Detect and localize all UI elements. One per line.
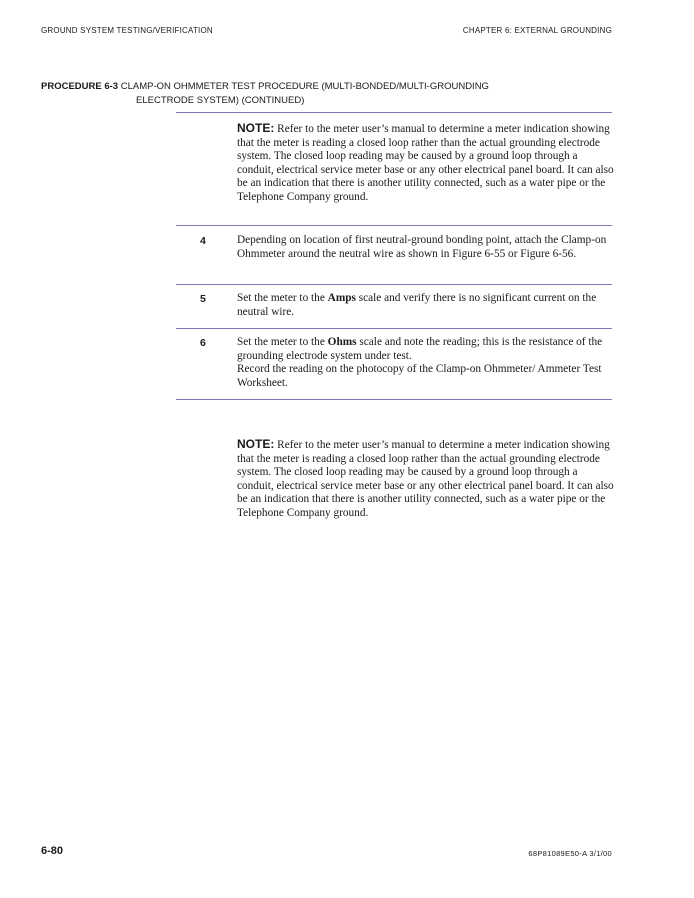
page-number: 6-80 bbox=[41, 845, 64, 857]
step-number-5: 5 bbox=[200, 293, 206, 305]
note-label: NOTE: bbox=[237, 121, 275, 135]
table-rule bbox=[176, 112, 612, 113]
step-5-scale: Amps bbox=[327, 292, 356, 304]
note-block-2 bbox=[237, 438, 615, 521]
step-number-4: 4 bbox=[200, 235, 206, 247]
procedure-title bbox=[41, 80, 601, 108]
step-number-6: 6 bbox=[200, 337, 206, 349]
step-5-text-pre: Set the meter to the bbox=[237, 292, 328, 304]
document-number: 68P81089E50-A 3/1/00 bbox=[528, 849, 612, 858]
procedure-title-line1: CLAMP-ON OHMMETER TEST PROCEDURE (MULTI-BONDED/MULTI-GROUNDING bbox=[120, 81, 489, 92]
running-header-left: GROUND SYSTEM TESTING/VERIFICATION bbox=[41, 26, 213, 35]
running-header-right: CHAPTER 6: EXTERNAL GROUNDING bbox=[462, 26, 612, 35]
note-text: Refer to the meter user’s manual to determine a meter indication showing that the meter is reading a closed loop rather than the actual grounding electrode system. The closed loop reading may be caused by a ground loop through a conduit, electrical service meter base or any other electrical panel board. It can also be an indication that there is another utility connected, such as a water pipe or the Telephone Company ground. bbox=[237, 439, 614, 519]
note-text: Refer to the meter user’s manual to determine a meter indication showing that the meter is reading a closed loop rather than the actual grounding electrode system. The closed loop reading may be caused by a ground loop through a conduit, electrical service meter base or any other electrical panel board. It can also be an indication that there is another utility connected, such as a water pipe or the Telephone Company ground. bbox=[237, 123, 614, 203]
note-block-1 bbox=[237, 122, 615, 205]
step-text-6 bbox=[237, 336, 613, 390]
step-6-text-pre: Set the meter to the bbox=[237, 336, 328, 348]
procedure-number: PROCEDURE 6-3 bbox=[41, 81, 119, 92]
step-6-text-line2: Record the reading on the photocopy of the Clamp-on Ohmmeter/ Ammeter Test Worksheet. bbox=[237, 363, 602, 389]
table-rule bbox=[176, 284, 612, 285]
table-rule bbox=[176, 328, 612, 329]
table-rule bbox=[176, 225, 612, 226]
step-6-scale: Ohms bbox=[327, 336, 357, 348]
note-label: NOTE: bbox=[237, 437, 275, 451]
step-5-text-post: scale and verify there is no significant current on the neutral wire. bbox=[237, 292, 597, 318]
procedure-title-line2: ELECTRODE SYSTEM) (CONTINUED) bbox=[136, 95, 305, 106]
step-text-4: Depending on location of first neutral-ground bonding point, attach the Clamp-on Ohmmeter around the neutral wire as shown in Figure 6-55 or Figure 6-56. bbox=[237, 234, 607, 260]
step-6-text-post: scale and note the reading; this is the resistance of the grounding electrode system under test. bbox=[237, 336, 603, 362]
step-text-5 bbox=[237, 292, 613, 319]
table-rule bbox=[176, 399, 612, 400]
